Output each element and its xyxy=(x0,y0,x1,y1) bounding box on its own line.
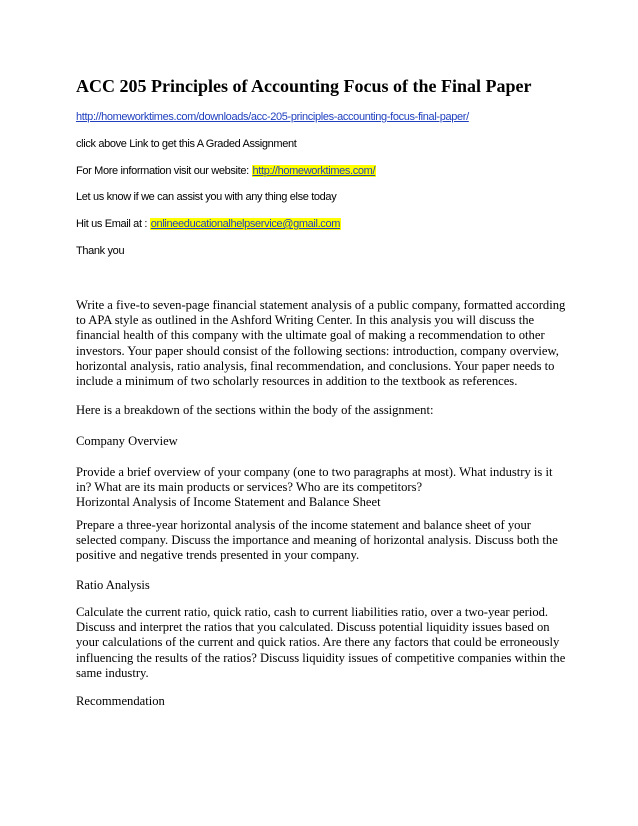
intro-line: investors. Your paper should consist of the following sections: introduction, company overview, xyxy=(76,343,559,358)
website-info-line xyxy=(76,164,376,178)
email-link[interactable]: onlineeducationalhelpservice@gmail.com xyxy=(150,218,341,230)
ratio-analysis-paragraph xyxy=(76,605,566,681)
overview-line: Provide a brief overview of your company (one to two paragraphs at most). What industry is it xyxy=(76,465,553,479)
ratio-line: Calculate the current ratio, quick ratio, cash to current liabilities ratio, over a two-year period. xyxy=(76,605,549,619)
intro-line: to APA style as outlined in the Ashford Writing Center. In this analysis you will discuss the xyxy=(76,313,535,328)
horizontal-line: Prepare a three-year horizontal analysis of the income statement and balance sheet of your xyxy=(76,518,531,532)
intro-paragraph xyxy=(76,298,566,389)
recommendation-heading: Recommendation xyxy=(76,694,165,708)
click-instruction: click above Link to get this A Graded Assignment xyxy=(76,138,297,150)
document-title: ACC 205 Principles of Accounting Focus of the Final Paper xyxy=(76,76,532,96)
ratio-analysis-heading: Ratio Analysis xyxy=(76,578,150,592)
ratio-line: your calculations of the current and quick ratios. Are there any factors that could be erroneously xyxy=(76,635,560,650)
ratio-line: influencing the results of the ratios? Discuss liquidity issues of competitive companies within the xyxy=(76,650,566,665)
email-prefix: Hit us Email at : xyxy=(76,218,150,230)
overview-line: in? What are its main products or services? Who are its competitors? xyxy=(76,480,423,495)
overview-line: Horizontal Analysis of Income Statement and Balance Sheet xyxy=(76,495,381,510)
website-info-prefix: For More information visit our website: xyxy=(76,165,252,177)
horizontal-line: positive and negative trends presented in your company. xyxy=(76,548,360,563)
company-overview-paragraph xyxy=(76,465,566,511)
company-overview-heading: Company Overview xyxy=(76,434,178,448)
horizontal-analysis-paragraph xyxy=(76,518,566,564)
product-url-link[interactable]: http://homeworktimes.com/downloads/acc-205-principles-accounting-focus-final-paper/ xyxy=(76,111,469,123)
horizontal-line: selected company. Discuss the importance and meaning of horizontal analysis. Discuss both the xyxy=(76,533,558,548)
email-line xyxy=(76,217,341,231)
ratio-line: Discuss and interpret the ratios that you calculated. Discuss potential liquidity issues based on xyxy=(76,620,550,635)
assist-line: Let us know if we can assist you with any thing else today xyxy=(76,191,337,203)
intro-line: Write a five-to seven-page financial statement analysis of a public company, formatted according xyxy=(76,298,566,312)
ratio-line: same industry. xyxy=(76,665,149,680)
breakdown-line: Here is a breakdown of the sections within the body of the assignment: xyxy=(76,403,434,417)
intro-line: include a minimum of two scholarly resources in addition to the textbook as references. xyxy=(76,374,518,389)
thank-you-line: Thank you xyxy=(76,245,125,257)
website-link[interactable]: http://homeworktimes.com/ xyxy=(252,165,376,177)
intro-line: financial health of this company with the ultimate goal of making a recommendation to other xyxy=(76,328,545,343)
intro-line: horizontal analysis, ratio analysis, final recommendation, and conclusions. Your paper needs to xyxy=(76,358,555,373)
